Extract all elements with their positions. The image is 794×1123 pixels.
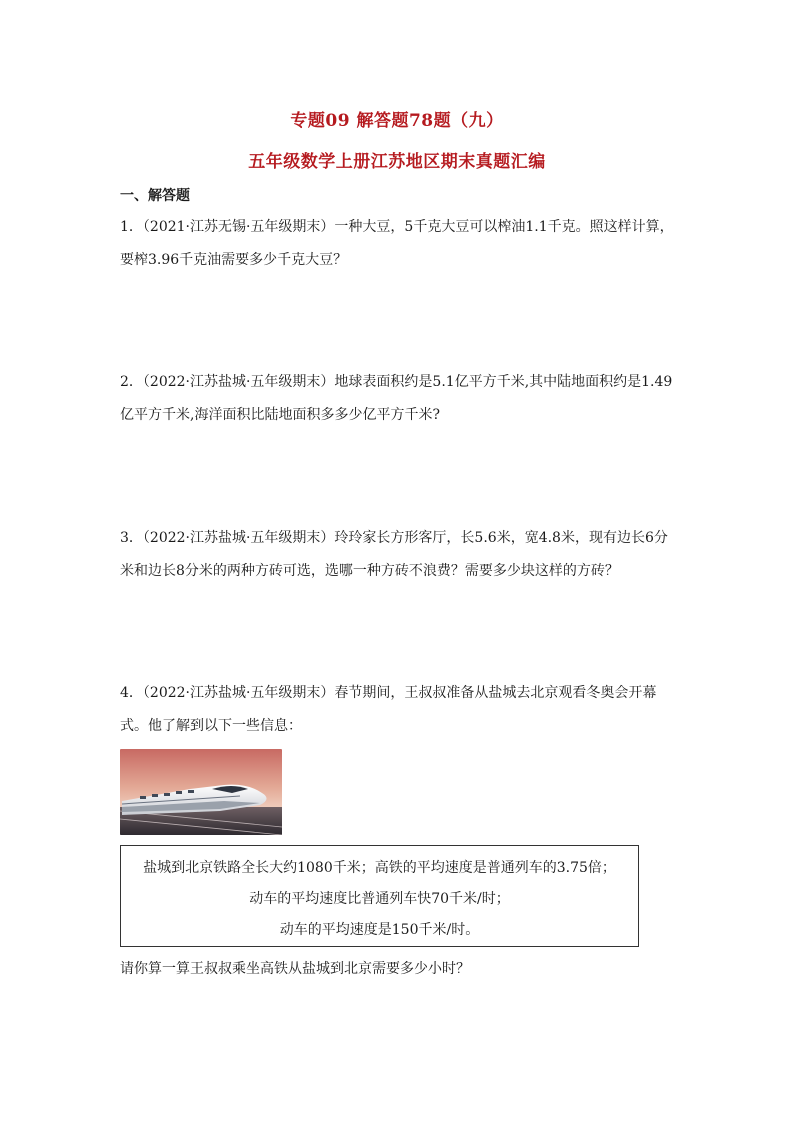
question-4-ask: 请你算一算王叔叔乘坐高铁从盐城到北京需要多少小时？ [120, 961, 470, 977]
question-3: 3．（2022·江苏盐城·五年级期末）玲玲家长方形客厅，长5.6米，宽4.8米，现有边长6分米和边长8分米的两种方砖可选，选哪一种方砖不浪费？需要多少块这样的方砖？ [120, 530, 668, 579]
info-line-emu-speed: 动车的平均速度是150千米/时。 [279, 922, 480, 938]
high-speed-train-image [120, 749, 282, 835]
info-box [120, 845, 639, 947]
section-heading: 一、解答题 [120, 188, 190, 204]
info-line-emu-speed-diff: 动车的平均速度比普通列车快70千米/时； [249, 891, 510, 907]
question-2: 2．（2022·江苏盐城·五年级期末）地球表面积约是5.1亿平方千米,其中陆地面积约是1.49亿平方千米,海洋面积比陆地面积多多少亿平方千米? [120, 374, 673, 423]
question-1: 1．（2021·江苏无锡·五年级期末）一种大豆，5千克大豆可以榨油1.1千克。照这样计算，要榨3.96千克油需要多少千克大豆？ [120, 219, 674, 268]
info-line-distance: 盐城到北京铁路全长大约1080千米；高铁的平均速度是普通列车的3.75倍； [143, 860, 616, 876]
question-4: 4．（2022·江苏盐城·五年级期末）春节期间，王叔叔准备从盐城去北京观看冬奥会开幕式。他了解到以下一些信息： [120, 685, 657, 734]
page-subtitle: 五年级数学上册江苏地区期末真题汇编 [248, 152, 546, 172]
page-title: 专题09 解答题78题（九） [290, 111, 504, 131]
